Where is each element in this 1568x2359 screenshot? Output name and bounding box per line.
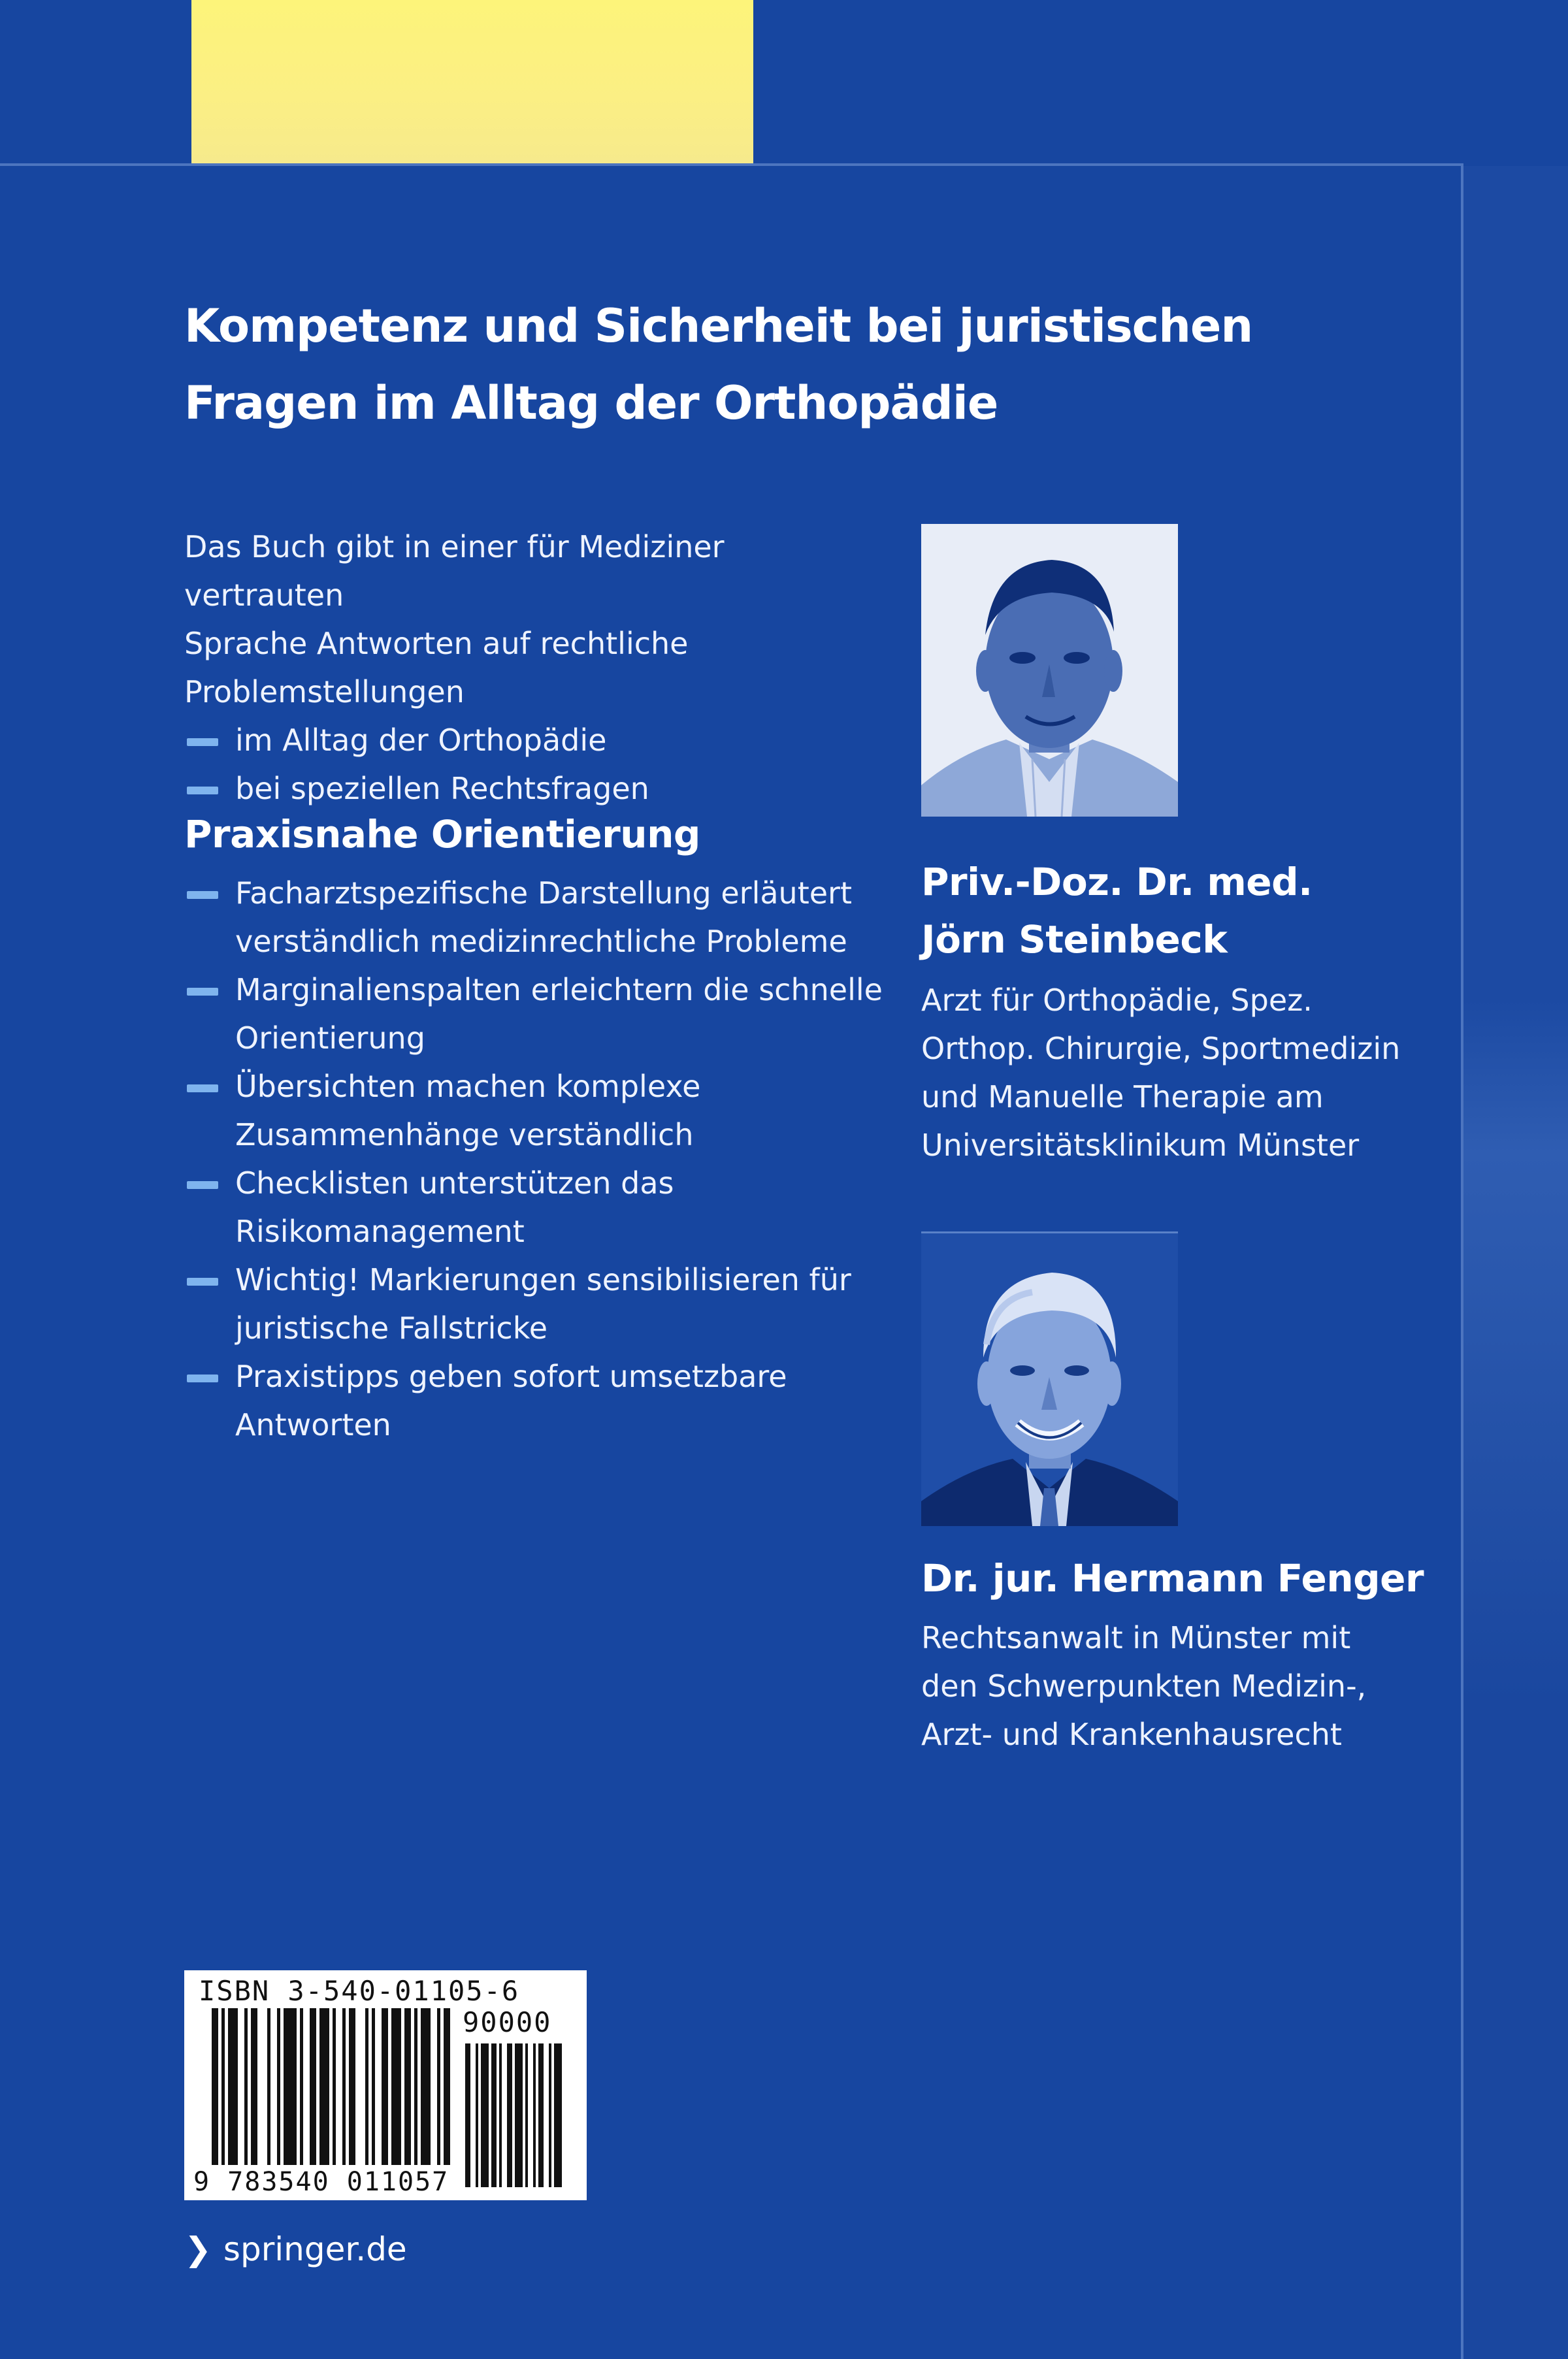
- barcode-addon-bar: [525, 2043, 528, 2187]
- publisher-url: springer.de: [223, 2230, 407, 2268]
- intro-line-2: Sprache Antworten auf rechtliche: [184, 626, 689, 661]
- spine-strip: [1463, 166, 1568, 2359]
- barcode-bar: [342, 2008, 346, 2165]
- list-item: Checklisten unterstützen das Risikomanagement: [184, 1159, 890, 1256]
- barcode-bar: [300, 2008, 303, 2165]
- barcode-bar: [404, 2008, 411, 2165]
- dash-bullet-icon: [187, 1084, 218, 1092]
- barcode-bar: [382, 2008, 388, 2165]
- barcode-bar: [437, 2008, 440, 2165]
- dash-bullet-icon: [187, 1181, 218, 1189]
- feature-bullet-list: [184, 869, 890, 1449]
- barcode-addon-bar: [491, 2043, 497, 2187]
- barcode-bar: [228, 2008, 238, 2165]
- dash-bullet-icon: [187, 891, 218, 899]
- barcode-addon-bar: [533, 2043, 536, 2187]
- dash-bullet-icon: [187, 988, 218, 996]
- barcode-bar: [333, 2008, 336, 2165]
- barcode-bar: [421, 2008, 431, 2165]
- isbn-number: ISBN 3-540-01105-6: [199, 1975, 520, 2007]
- isbn-barcode: [184, 1970, 587, 2200]
- portrait-steinbeck-image: [921, 524, 1178, 817]
- panel-border-top: [0, 163, 1463, 166]
- feature-section: [184, 805, 890, 1449]
- barcode-bar: [212, 2008, 218, 2165]
- section-title: Praxisnahe Orientierung: [184, 812, 700, 856]
- barcode-addon-bar: [554, 2043, 562, 2187]
- barcode-addon-bar: [507, 2043, 512, 2187]
- barcode-bar: [319, 2008, 329, 2165]
- barcode-addon-bar: [476, 2043, 478, 2187]
- barcode-bar: [277, 2008, 280, 2165]
- author-name-steinbeck: Priv.-Doz. Dr. med. Jörn Steinbeck: [921, 860, 1313, 962]
- dash-bullet-icon: [187, 787, 218, 794]
- barcode-addon-bar: [538, 2043, 544, 2187]
- list-item: im Alltag der Orthopädie: [184, 716, 890, 764]
- list-item: Marginalienspalten erleichtern die schnelle Orientierung: [184, 966, 890, 1062]
- barcode-bar: [349, 2008, 355, 2165]
- author-name-fenger: Dr. jur. Hermann Fenger: [921, 1556, 1424, 1601]
- barcode-bar: [414, 2008, 417, 2165]
- list-item: bei speziellen Rechtsfragen: [184, 764, 890, 813]
- ean-digits: 9 783540 011057: [193, 2167, 449, 2197]
- author-photo-steinbeck: [921, 524, 1178, 817]
- portrait-fenger-image: [921, 1233, 1178, 1526]
- dash-bullet-icon: [187, 1278, 218, 1286]
- barcode-addon-bar: [499, 2043, 502, 2187]
- barcode-bar: [365, 2008, 368, 2165]
- barcode-bar: [310, 2008, 316, 2165]
- barcode-bar: [267, 2008, 270, 2165]
- intro-bullet-list: [184, 716, 890, 813]
- author-desc-fenger: Rechtsanwalt in Münster mit den Schwerpunkten Medizin-, Arzt- und Krankenhausrecht: [921, 1620, 1367, 1752]
- dash-bullet-icon: [187, 1375, 218, 1382]
- dash-bullet-icon: [187, 738, 218, 746]
- headline: [184, 287, 1393, 442]
- barcode-bar: [372, 2008, 375, 2165]
- list-item: Übersichten machen komplexe Zusammenhänge verständlich: [184, 1062, 890, 1159]
- barcode-bar: [244, 2008, 248, 2165]
- intro-line-3: Problemstellungen: [184, 674, 465, 709]
- barcode-bar: [284, 2008, 297, 2165]
- headline-line-2: Fragen im Alltag der Orthopädie: [184, 376, 998, 430]
- barcode-bar: [444, 2008, 450, 2165]
- author-photo-fenger: [921, 1231, 1178, 1526]
- barcode-bar: [221, 2008, 225, 2165]
- barcode-addon-bar: [515, 2043, 523, 2187]
- list-item: Praxistipps geben sofort umsetzbare Antworten: [184, 1352, 890, 1449]
- list-item: Wichtig! Markierungen sensibilisieren für juristische Fallstricke: [184, 1256, 890, 1352]
- author-desc-steinbeck: Arzt für Orthopädie, Spez. Orthop. Chirurgie, Sportmedizin und Manuelle Therapie am Universitätsklinikum Münster: [921, 983, 1401, 1163]
- barcode-addon-bar: [465, 2043, 470, 2187]
- barcode-addon-bar: [549, 2043, 551, 2187]
- price-addon-code: 90000: [463, 2006, 552, 2038]
- headline-line-1: Kompetenz und Sicherheit bei juristischen: [184, 299, 1253, 353]
- yellow-accent-band: [191, 0, 753, 163]
- intro-line-1: Das Buch gibt in einer für Mediziner vertrauten: [184, 529, 725, 613]
- barcode-bar: [391, 2008, 401, 2165]
- barcode-addon-bar: [481, 2043, 489, 2187]
- publisher-link[interactable]: [184, 2226, 407, 2272]
- barcode-bar: [251, 2008, 257, 2165]
- intro-block: [184, 523, 890, 813]
- chevron-right-icon: ❯: [184, 2230, 212, 2268]
- list-item: Facharztspezifische Darstellung erläutert verständlich medizinrechtliche Probleme: [184, 869, 890, 966]
